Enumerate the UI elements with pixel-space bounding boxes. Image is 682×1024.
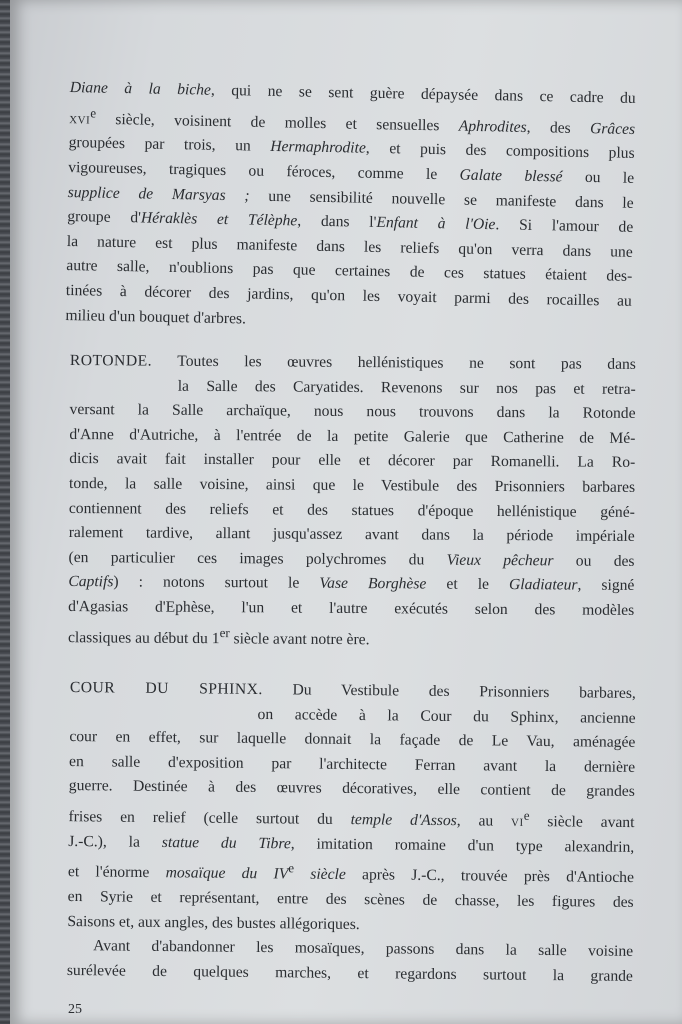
roman-numeral: xvi — [69, 109, 91, 128]
book-page — [10, 0, 682, 1024]
text-line: la Salle des Caryatides. Revenons sur nos pas et retra- — [177, 377, 636, 398]
section-heading: ROTONDE. — [69, 351, 153, 370]
superscript: er — [219, 624, 230, 640]
italic-title: Hermaphrodite — [270, 138, 367, 158]
italic-title: Diane à la biche — [69, 78, 212, 99]
text-line: versant la Salle archaïque, nous nous trouvons dans la Rotonde — [69, 401, 636, 423]
text-line: cour en effet, sur laquelle donnait la façade de Le Vau, aménagée — [69, 728, 636, 752]
text-line: en Syrie et représentant, entre des scènes de chasse, les figures des — [67, 888, 634, 912]
italic-title: Aphrodites — [458, 117, 527, 136]
text-line: autre salle, n'oublions pas que certaines de ces statues étaient des- — [66, 257, 633, 286]
text-line — [68, 620, 634, 655]
italic-title: Vieux pêcheur — [446, 551, 554, 570]
text-span: , qui ne se sent guère dépaysée dans ce cadre du — [210, 81, 636, 107]
italic-title: Galate blessé — [459, 166, 563, 186]
text-span: groupées par trois, un — [68, 134, 271, 156]
section-rotonde — [68, 349, 636, 654]
paragraph-intro — [65, 76, 636, 339]
text-line: Avant d'abandonner les mosaïques, passons dans la salle voisine — [93, 937, 634, 961]
text-span: frises en relief (celle surtout du — [68, 808, 351, 829]
text-line: surélevée de quelques marches, et regardons surtout la grande — [66, 961, 633, 985]
text-span: ou le — [562, 168, 635, 187]
text-span: groupe d' — [67, 208, 142, 227]
section-cour-du-sphinx — [67, 676, 636, 989]
text-line: d'Anne d'Autriche, à l'entrée de la petite Galerie que Catherine de Mé- — [69, 425, 636, 447]
text-span: ou des — [553, 552, 635, 570]
text-line: dicis avait fait installer pour elle et décorer par Romanelli. La Ro- — [69, 450, 636, 472]
text-span: , et puis des compositions plus — [365, 140, 635, 163]
text-span: vigoureuses, tragiques ou féroces, comme le — [68, 158, 460, 184]
superscript: e — [90, 104, 97, 121]
italic-title: Héraklès et Télèphe — [140, 209, 298, 230]
text-line: la nature est plus manifeste dans les reliefs qu'on verra dans une — [66, 232, 633, 261]
text-line: Saisons et, aux angles, des bustes allégoriques. — [67, 912, 360, 933]
superscript: e — [523, 807, 530, 823]
text-span: siècle, voisinent de molles et sensuelles — [95, 110, 459, 135]
italic-title: Gladiateur — [508, 576, 578, 594]
superscript: e — [288, 860, 295, 876]
italic-title: Enfant à l'Oie — [376, 214, 496, 234]
text-line: tonde, la salle voisine, ainsi que le Vestibule des Prisonniers barbares — [69, 474, 636, 496]
text-span: , des — [526, 118, 591, 137]
text-line: contiennent des reliefs et des statues d'époque hellénistique géné- — [68, 499, 635, 521]
text-line: on accède à la Cour du Sphinx, ancienne — [257, 705, 636, 727]
text-span: une sensibilité nouvelle se manifeste dans le — [249, 187, 634, 212]
text-span: et le — [426, 575, 510, 594]
text-span: et l'énorme — [67, 863, 166, 882]
text-span: (en particulier ces images polychromes du — [68, 548, 447, 569]
italic-title: temple d'Assos — [350, 811, 457, 830]
text-span: , dans l' — [297, 212, 377, 232]
text-span: , signé — [577, 576, 635, 595]
text-span: siècle avant notre ère. — [229, 629, 370, 648]
italic-title: mosaïque du IV — [165, 864, 289, 883]
italic-title: Grâces — [589, 119, 636, 138]
text-span: siècle avant — [529, 812, 635, 832]
text-span: , imitation romaine d'un type alexandrin, — [290, 835, 635, 856]
text-span: ) : notons surtout le — [113, 573, 320, 593]
italic-title: Vase Borghèse — [319, 575, 427, 593]
italic-title: statue du Tibre — [161, 833, 291, 853]
text-line: tinées à décorer des jardins, qu'on les voyait parmi des rocailles au — [65, 281, 632, 310]
italic-title: Captifs — [68, 573, 114, 591]
text-span: après J.-C., trouvée près d'Antioche — [345, 866, 635, 887]
page-number: 25 — [68, 1002, 82, 1017]
ordinal-number: 1 — [211, 629, 220, 647]
italic-title: supplice de Marsyas ; — [67, 183, 250, 205]
section-heading: COUR DU SPHINX. — [69, 678, 263, 699]
italic-title: siècle — [293, 865, 346, 884]
text-line — [70, 349, 636, 378]
text-line: d'Agasias d'Ephèse, l'un et l'autre exécutés selon des modèles — [68, 597, 635, 619]
text-span: Du Vestibule des Prisonniers barbares, — [262, 681, 636, 702]
text-line: milieu d'un bouquet d'arbres. — [65, 306, 247, 327]
text-line: guerre. Destinée à des œuvres décoratives, elle contient de grandes — [68, 777, 635, 801]
text-span: classiques au début du — [67, 628, 212, 647]
text-span: . Si l'amour de — [495, 216, 634, 236]
roman-numeral: vi — [511, 812, 524, 830]
text-span: J.-C.), la — [68, 832, 162, 851]
text-span: Toutes les œuvres hellénistiques ne sont pas dans — [151, 352, 636, 373]
text-line: en salle d'exposition par l'architecte Ferran avant la dernière — [69, 752, 636, 776]
text-span: , au — [456, 812, 512, 830]
text-line: ralement tardive, allant jusqu'assez avant dans la période impériale — [68, 524, 635, 546]
